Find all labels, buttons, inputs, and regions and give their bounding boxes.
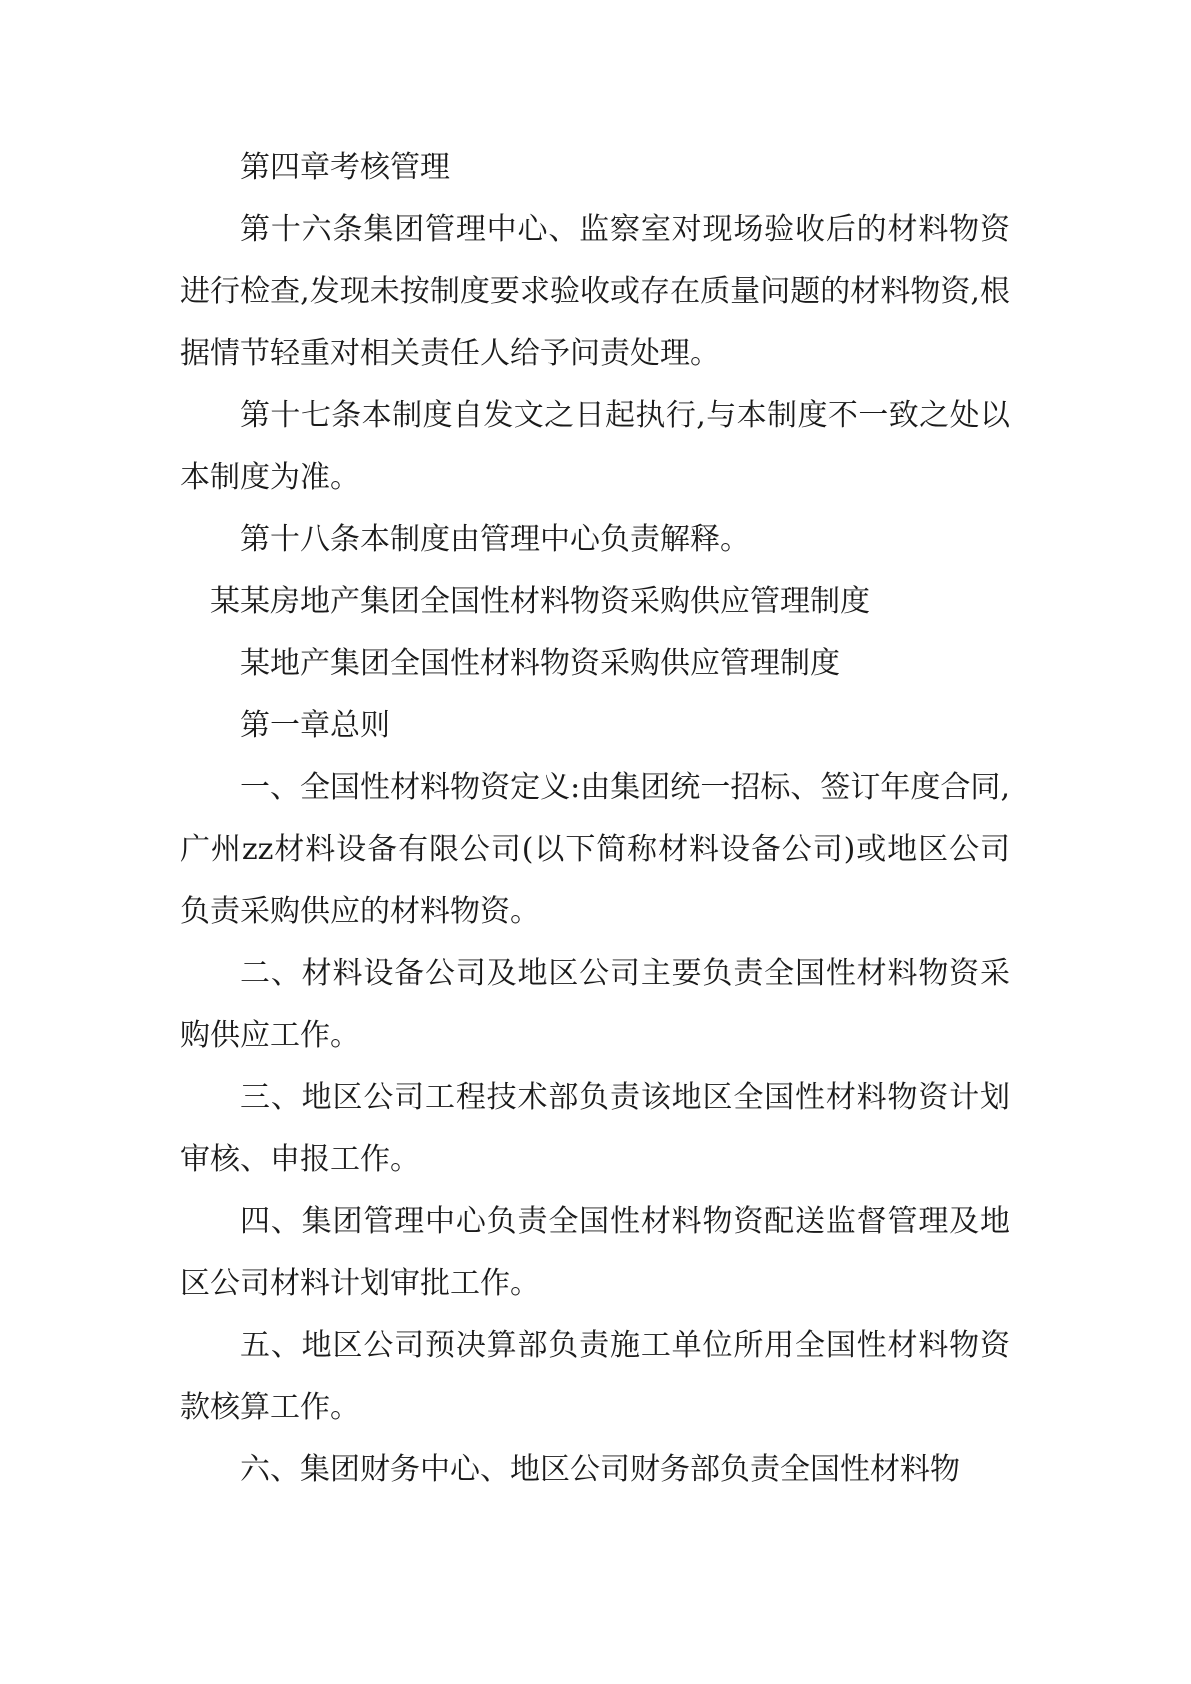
clause-4: 四、集团管理中心负责全国性材料物资配送监督管理及地区公司材料计划审批工作。 <box>180 1204 1010 1301</box>
article-17: 第十七条本制度自发文之日起执行,与本制度不一致之处以本制度为准。 <box>180 398 1010 495</box>
clause-1: 一、全国性材料物资定义:由集团统一招标、签订年度合同,广州zz材料设备有限公司(以下简称材料设备公司)或地区公司负责采购供应的材料物资。 <box>180 770 1010 929</box>
clause-5: 五、地区公司预决算部负责施工单位所用全国性材料物资款核算工作。 <box>180 1328 1010 1425</box>
clause-3: 三、地区公司工程技术部负责该地区全国性材料物资计划审核、申报工作。 <box>180 1080 1010 1177</box>
clause-6: 六、集团财务中心、地区公司财务部负责全国性材料物 <box>240 1452 960 1487</box>
chapter-heading-1: 第一章总则 <box>240 708 390 743</box>
document-subtitle: 某地产集团全国性材料物资采购供应管理制度 <box>240 646 840 681</box>
document-title: 某某房地产集团全国性材料物资采购供应管理制度 <box>210 584 870 619</box>
document-body <box>180 137 1010 1501</box>
article-18: 第十八条本制度由管理中心负责解释。 <box>240 522 750 557</box>
article-16: 第十六条集团管理中心、监察室对现场验收后的材料物资进行检查,发现未按制度要求验收或存在质量问题的材料物资,根据情节轻重对相关责任人给予问责处理。 <box>180 212 1010 371</box>
chapter-heading-4: 第四章考核管理 <box>240 150 450 185</box>
clause-2: 二、材料设备公司及地区公司主要负责全国性材料物资采购供应工作。 <box>180 956 1010 1053</box>
